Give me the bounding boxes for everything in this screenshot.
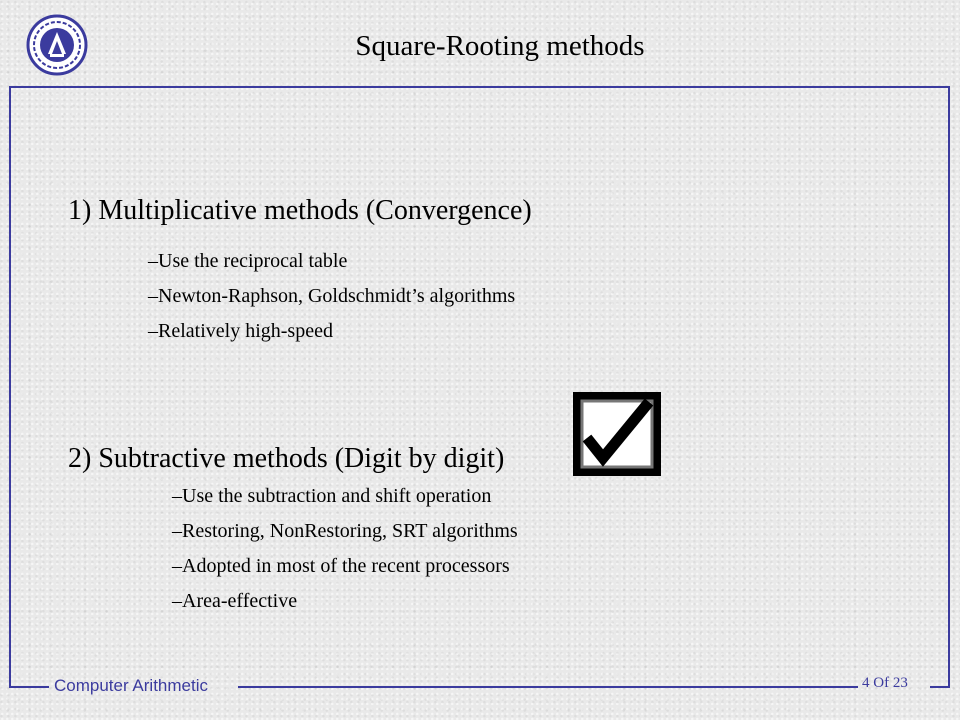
bullet-item: –Area-effective: [172, 590, 298, 612]
footer-page-number: 4 Of 23: [862, 675, 908, 691]
frame-right-border: [948, 86, 950, 688]
section-heading-multiplicative: 1) Multiplicative methods (Convergence): [68, 195, 532, 226]
university-seal-icon: [26, 14, 88, 76]
frame-left-border: [9, 86, 11, 688]
slide-title: Square-Rooting methods: [355, 30, 645, 62]
checkbox-checked-icon: [573, 392, 661, 476]
footer-course-name: Computer Arithmetic: [54, 676, 208, 695]
section-heading-subtractive: 2) Subtractive methods (Digit by digit): [68, 443, 505, 474]
university-logo: [26, 14, 88, 76]
footer-rule-left: [9, 686, 49, 688]
bullet-item: –Restoring, NonRestoring, SRT algorithms: [172, 520, 518, 542]
bullet-item: –Adopted in most of the recent processors: [172, 555, 510, 577]
bullet-item: –Newton-Raphson, Goldschmidt’s algorithms: [148, 285, 516, 307]
footer-rule-right: [930, 686, 950, 688]
footer-rule-middle: [238, 686, 858, 688]
bullet-item: –Use the subtraction and shift operation: [172, 485, 492, 507]
bullet-item: –Use the reciprocal table: [148, 250, 348, 272]
bullet-item: –Relatively high-speed: [148, 320, 333, 342]
frame-top-rule: [9, 86, 950, 88]
